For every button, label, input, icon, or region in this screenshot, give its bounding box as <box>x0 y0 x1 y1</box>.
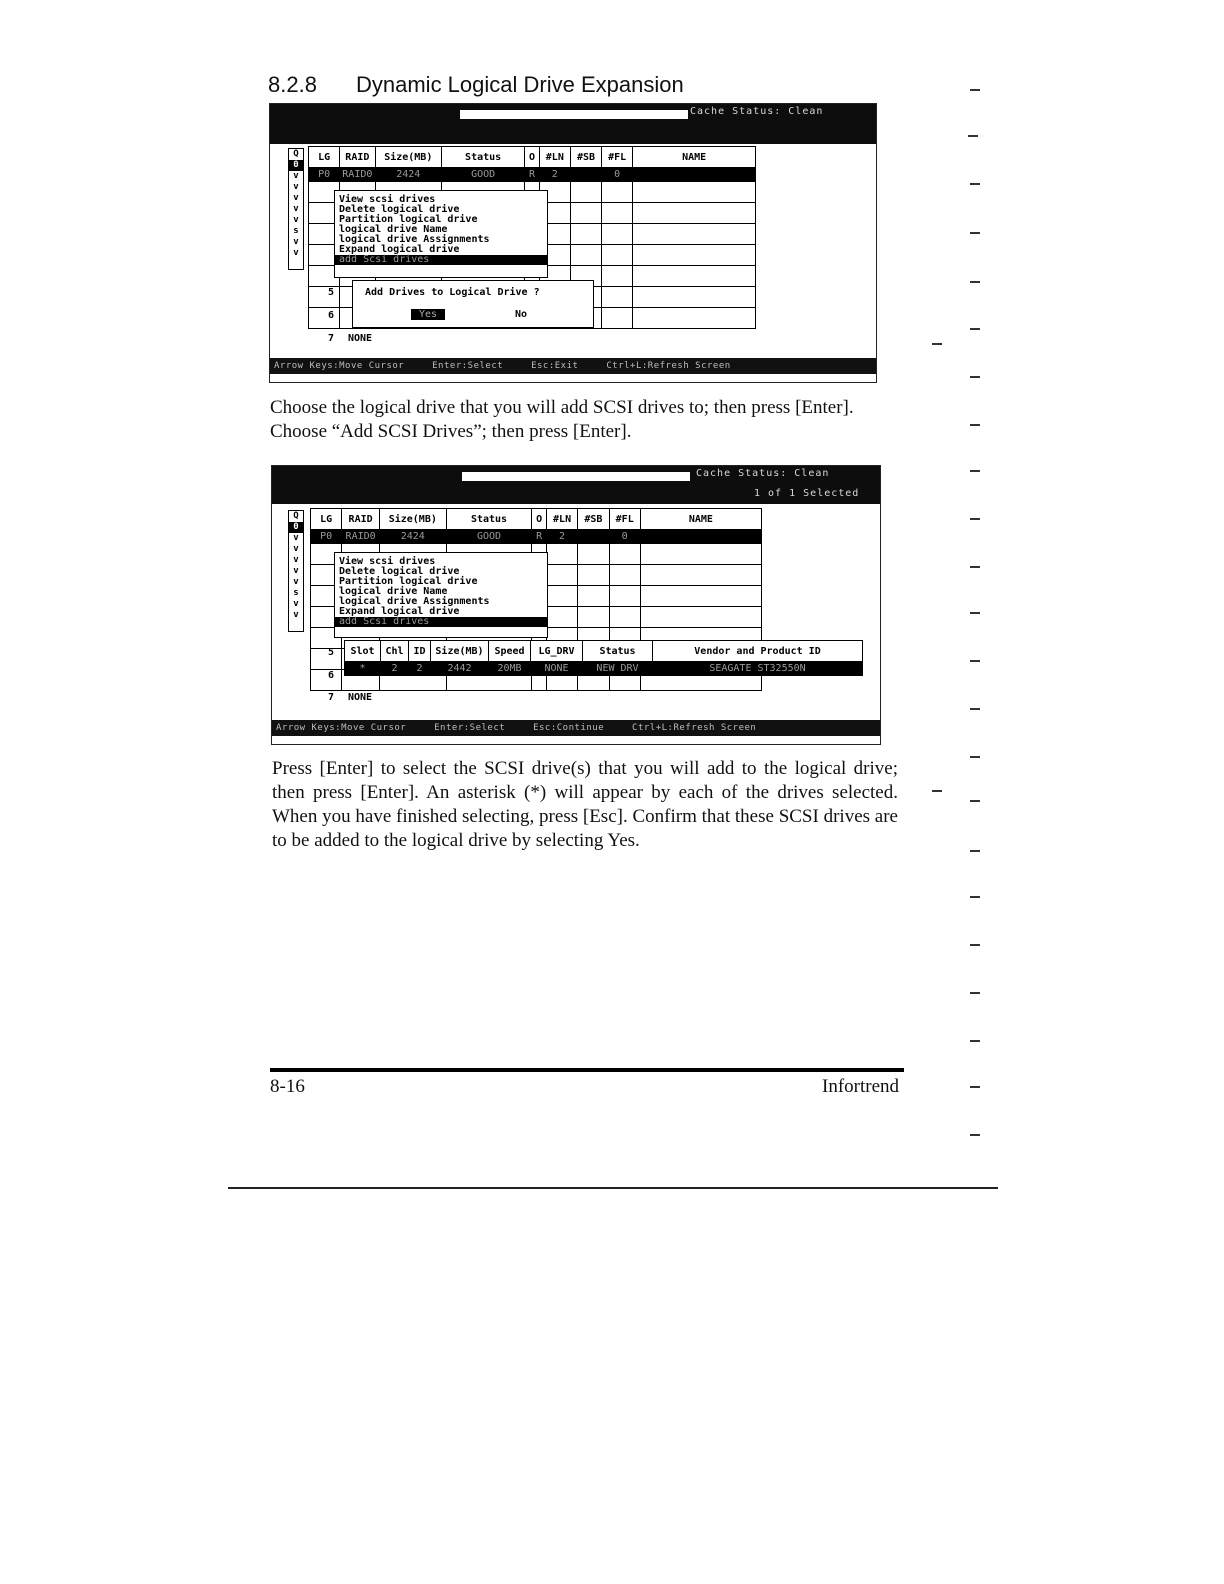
table-cell: 2 <box>539 168 570 182</box>
index-item: v <box>293 599 299 609</box>
scsi-drive-table <box>344 640 863 676</box>
cache-status: Cache Status: Clean <box>690 106 824 117</box>
index-item: s <box>293 588 299 598</box>
drive-row-selected[interactable] <box>345 662 863 676</box>
table-cell: * <box>345 662 381 676</box>
index-item: Q <box>293 511 299 521</box>
table-cell: 2442 <box>431 662 489 676</box>
margin-mark <box>970 992 980 994</box>
column-header: NAME <box>633 147 756 168</box>
section-title: Dynamic Logical Drive Expansion <box>356 72 684 97</box>
margin-mark <box>970 183 980 185</box>
column-header: Status <box>446 509 532 530</box>
margin-mark <box>970 896 980 898</box>
table-cell: 2 <box>546 530 577 544</box>
logical-drive-menu <box>334 552 548 638</box>
column-header: Speed <box>489 641 531 662</box>
footer-rule <box>270 1068 904 1072</box>
index-item: v <box>293 193 299 203</box>
margin-mark <box>970 708 980 710</box>
menu-item-add-scsi-drives[interactable]: add Scsi drives <box>335 617 547 627</box>
index-item: v <box>293 171 299 181</box>
column-header: LG <box>311 509 342 530</box>
add-drives-dialog <box>352 280 594 328</box>
margin-mark <box>970 281 980 283</box>
table-cell: 0 <box>602 168 633 182</box>
table-cell: NONE <box>531 662 583 676</box>
column-header: LG <box>309 147 340 168</box>
margin-mark <box>932 343 942 345</box>
column-header: Size(MB) <box>379 509 446 530</box>
terminal-screenshot-1 <box>269 103 877 383</box>
menu-item-view-scsi-drives[interactable]: View scsi drives <box>339 556 436 567</box>
column-header: RAID <box>342 509 380 530</box>
table-cell: GOOD <box>442 168 525 182</box>
table-cell: R <box>532 530 547 544</box>
menu-item-delete-logical-drive[interactable]: Delete logical drive <box>339 204 460 215</box>
none-label: NONE <box>348 692 373 703</box>
column-header: #SB <box>570 147 601 168</box>
menu-item-view-scsi-drives[interactable]: View scsi drives <box>339 194 436 205</box>
margin-mark <box>970 376 980 378</box>
margin-mark <box>970 944 980 946</box>
status-bar <box>272 720 880 736</box>
index-item: v <box>293 248 299 258</box>
status-hint: Arrow Keys:Move Cursor <box>276 723 407 733</box>
menu-item-expand-logical-drive[interactable]: Expand logical drive <box>339 606 460 617</box>
index-item: Q <box>293 149 299 159</box>
table-header-row <box>311 509 762 530</box>
menu-item-delete-logical-drive[interactable]: Delete logical drive <box>339 566 460 577</box>
column-header: LG_DRV <box>531 641 583 662</box>
margin-mark <box>970 470 980 472</box>
menu-item-logical-drive-name[interactable]: logical drive Name <box>339 586 448 597</box>
drive-table-header-row <box>345 641 863 662</box>
no-button[interactable]: No <box>515 309 528 320</box>
index-item: 0 <box>289 160 303 171</box>
selected-count: 1 of 1 Selected <box>754 488 860 499</box>
table-cell: 2424 <box>379 530 446 544</box>
instruction-paragraph-1: Choose the logical drive that you will add SCSI drives to; then press [Enter]. Choose “Add SCSI Drives”; then press [Enter]. <box>270 397 854 442</box>
margin-mark <box>970 1086 980 1088</box>
index-item: v <box>293 533 299 543</box>
column-header: #LN <box>546 509 577 530</box>
margin-mark <box>970 424 980 426</box>
margin-mark <box>970 566 980 568</box>
table-row-selected[interactable] <box>309 168 756 182</box>
instruction-paragraph-2: Press [Enter] to select the SCSI drive(s) that you will add to the logical drive; then press [Enter]. An asterisk (*) will appear by each of the drives selected. When you have finished selecting, press [Esc]. Confirm that these SCSI drives are to be added to the logical drive by selecting Yes. <box>272 758 898 851</box>
margin-mark <box>970 1134 980 1136</box>
table-cell: R <box>525 168 540 182</box>
margin-mark <box>968 135 978 137</box>
menu-item-add-scsi-drives[interactable]: add Scsi drives <box>335 255 547 265</box>
terminal-screenshot-2 <box>271 465 881 745</box>
column-header: Slot <box>345 641 381 662</box>
row-number: 5 <box>328 287 335 298</box>
table-cell <box>640 530 761 544</box>
section-heading <box>268 72 684 98</box>
table-cell: SEAGATE ST32550N <box>653 662 863 676</box>
table-cell: RAID0 <box>340 168 375 182</box>
page-number: 8-16 <box>270 1076 305 1097</box>
column-header: #LN <box>539 147 570 168</box>
margin-mark <box>970 756 980 758</box>
index-item: v <box>293 204 299 214</box>
margin-mark <box>970 232 980 234</box>
row-number: 7 <box>328 692 335 703</box>
margin-mark <box>970 850 980 852</box>
table-cell: 2 <box>409 662 431 676</box>
footer-brand: Infortrend <box>822 1076 900 1097</box>
row-number: 5 <box>328 647 335 658</box>
column-header: Size(MB) <box>431 641 489 662</box>
title-bar <box>272 466 880 504</box>
margin-mark <box>970 800 980 802</box>
margin-mark <box>970 1040 980 1042</box>
table-cell <box>633 168 756 182</box>
menu-item-partition-logical-drive[interactable]: Partition logical drive <box>339 576 478 587</box>
row-number: 6 <box>328 310 335 321</box>
column-header: O <box>532 509 547 530</box>
index-column <box>288 510 304 632</box>
column-header: #FL <box>602 147 633 168</box>
cache-status: Cache Status: Clean <box>696 468 830 479</box>
yes-button[interactable]: Yes <box>411 309 445 320</box>
table-cell: NEW DRV <box>583 662 653 676</box>
status-bar <box>270 358 876 374</box>
index-item: v <box>293 237 299 247</box>
section-number: 8.2.8 <box>268 72 317 97</box>
index-item: v <box>293 566 299 576</box>
margin-mark <box>970 612 980 614</box>
table-cell: 2424 <box>375 168 442 182</box>
column-header: Status <box>583 641 653 662</box>
table-header-row <box>309 147 756 168</box>
status-hint: Esc:Continue <box>533 723 605 733</box>
index-item: v <box>293 215 299 225</box>
title-bar <box>270 104 876 144</box>
column-header: #FL <box>609 509 640 530</box>
column-header: Status <box>442 147 525 168</box>
status-hint: Enter:Select <box>434 723 506 733</box>
index-item: v <box>293 577 299 587</box>
column-header: Chl <box>381 641 409 662</box>
status-hint: Enter:Select <box>432 361 504 371</box>
menu-item-logical-drive-assignments[interactable]: logical drive Assignments <box>339 234 490 245</box>
margin-mark <box>970 518 980 520</box>
table-cell: 2 <box>381 662 409 676</box>
none-label: NONE <box>348 333 373 344</box>
column-header: ID <box>409 641 431 662</box>
table-cell <box>570 168 601 182</box>
menu-item-logical-drive-assignments[interactable]: logical drive Assignments <box>339 596 490 607</box>
dialog-question: Add Drives to Logical Drive ? <box>365 287 540 298</box>
margin-mark <box>970 660 980 662</box>
margin-mark <box>970 328 980 330</box>
table-row-selected[interactable] <box>311 530 762 544</box>
table-cell <box>578 530 609 544</box>
status-hint: Ctrl+L:Refresh Screen <box>606 361 731 371</box>
page-edge-line <box>228 1187 998 1189</box>
menu-item-expand-logical-drive[interactable]: Expand logical drive <box>339 244 460 255</box>
table-cell: 20MB <box>489 662 531 676</box>
menu-item-partition-logical-drive[interactable]: Partition logical drive <box>339 214 478 225</box>
index-item: s <box>293 226 299 236</box>
table-cell: GOOD <box>446 530 532 544</box>
index-item: v <box>293 555 299 565</box>
column-header: #SB <box>578 509 609 530</box>
status-hint: Esc:Exit <box>531 361 579 371</box>
menu-item-logical-drive-name[interactable]: logical drive Name <box>339 224 448 235</box>
table-cell: 0 <box>609 530 640 544</box>
status-hint: Arrow Keys:Move Cursor <box>274 361 405 371</box>
row-number: 6 <box>328 670 335 681</box>
index-column <box>288 148 304 270</box>
column-header: Size(MB) <box>375 147 442 168</box>
column-header: O <box>525 147 540 168</box>
index-item: 0 <box>289 522 303 533</box>
index-item: v <box>293 610 299 620</box>
margin-mark <box>970 89 980 91</box>
title-bar-field <box>462 472 690 481</box>
index-item: v <box>293 544 299 554</box>
logical-drive-menu <box>334 190 548 278</box>
row-number: 7 <box>328 333 335 344</box>
column-header: RAID <box>340 147 375 168</box>
status-hint: Ctrl+L:Refresh Screen <box>632 723 757 733</box>
title-bar-field <box>460 110 688 119</box>
table-cell: P0 <box>309 168 340 182</box>
margin-mark <box>932 790 942 792</box>
index-item: v <box>293 182 299 192</box>
column-header: NAME <box>640 509 761 530</box>
table-cell: RAID0 <box>342 530 380 544</box>
table-cell: P0 <box>311 530 342 544</box>
column-header: Vendor and Product ID <box>653 641 863 662</box>
